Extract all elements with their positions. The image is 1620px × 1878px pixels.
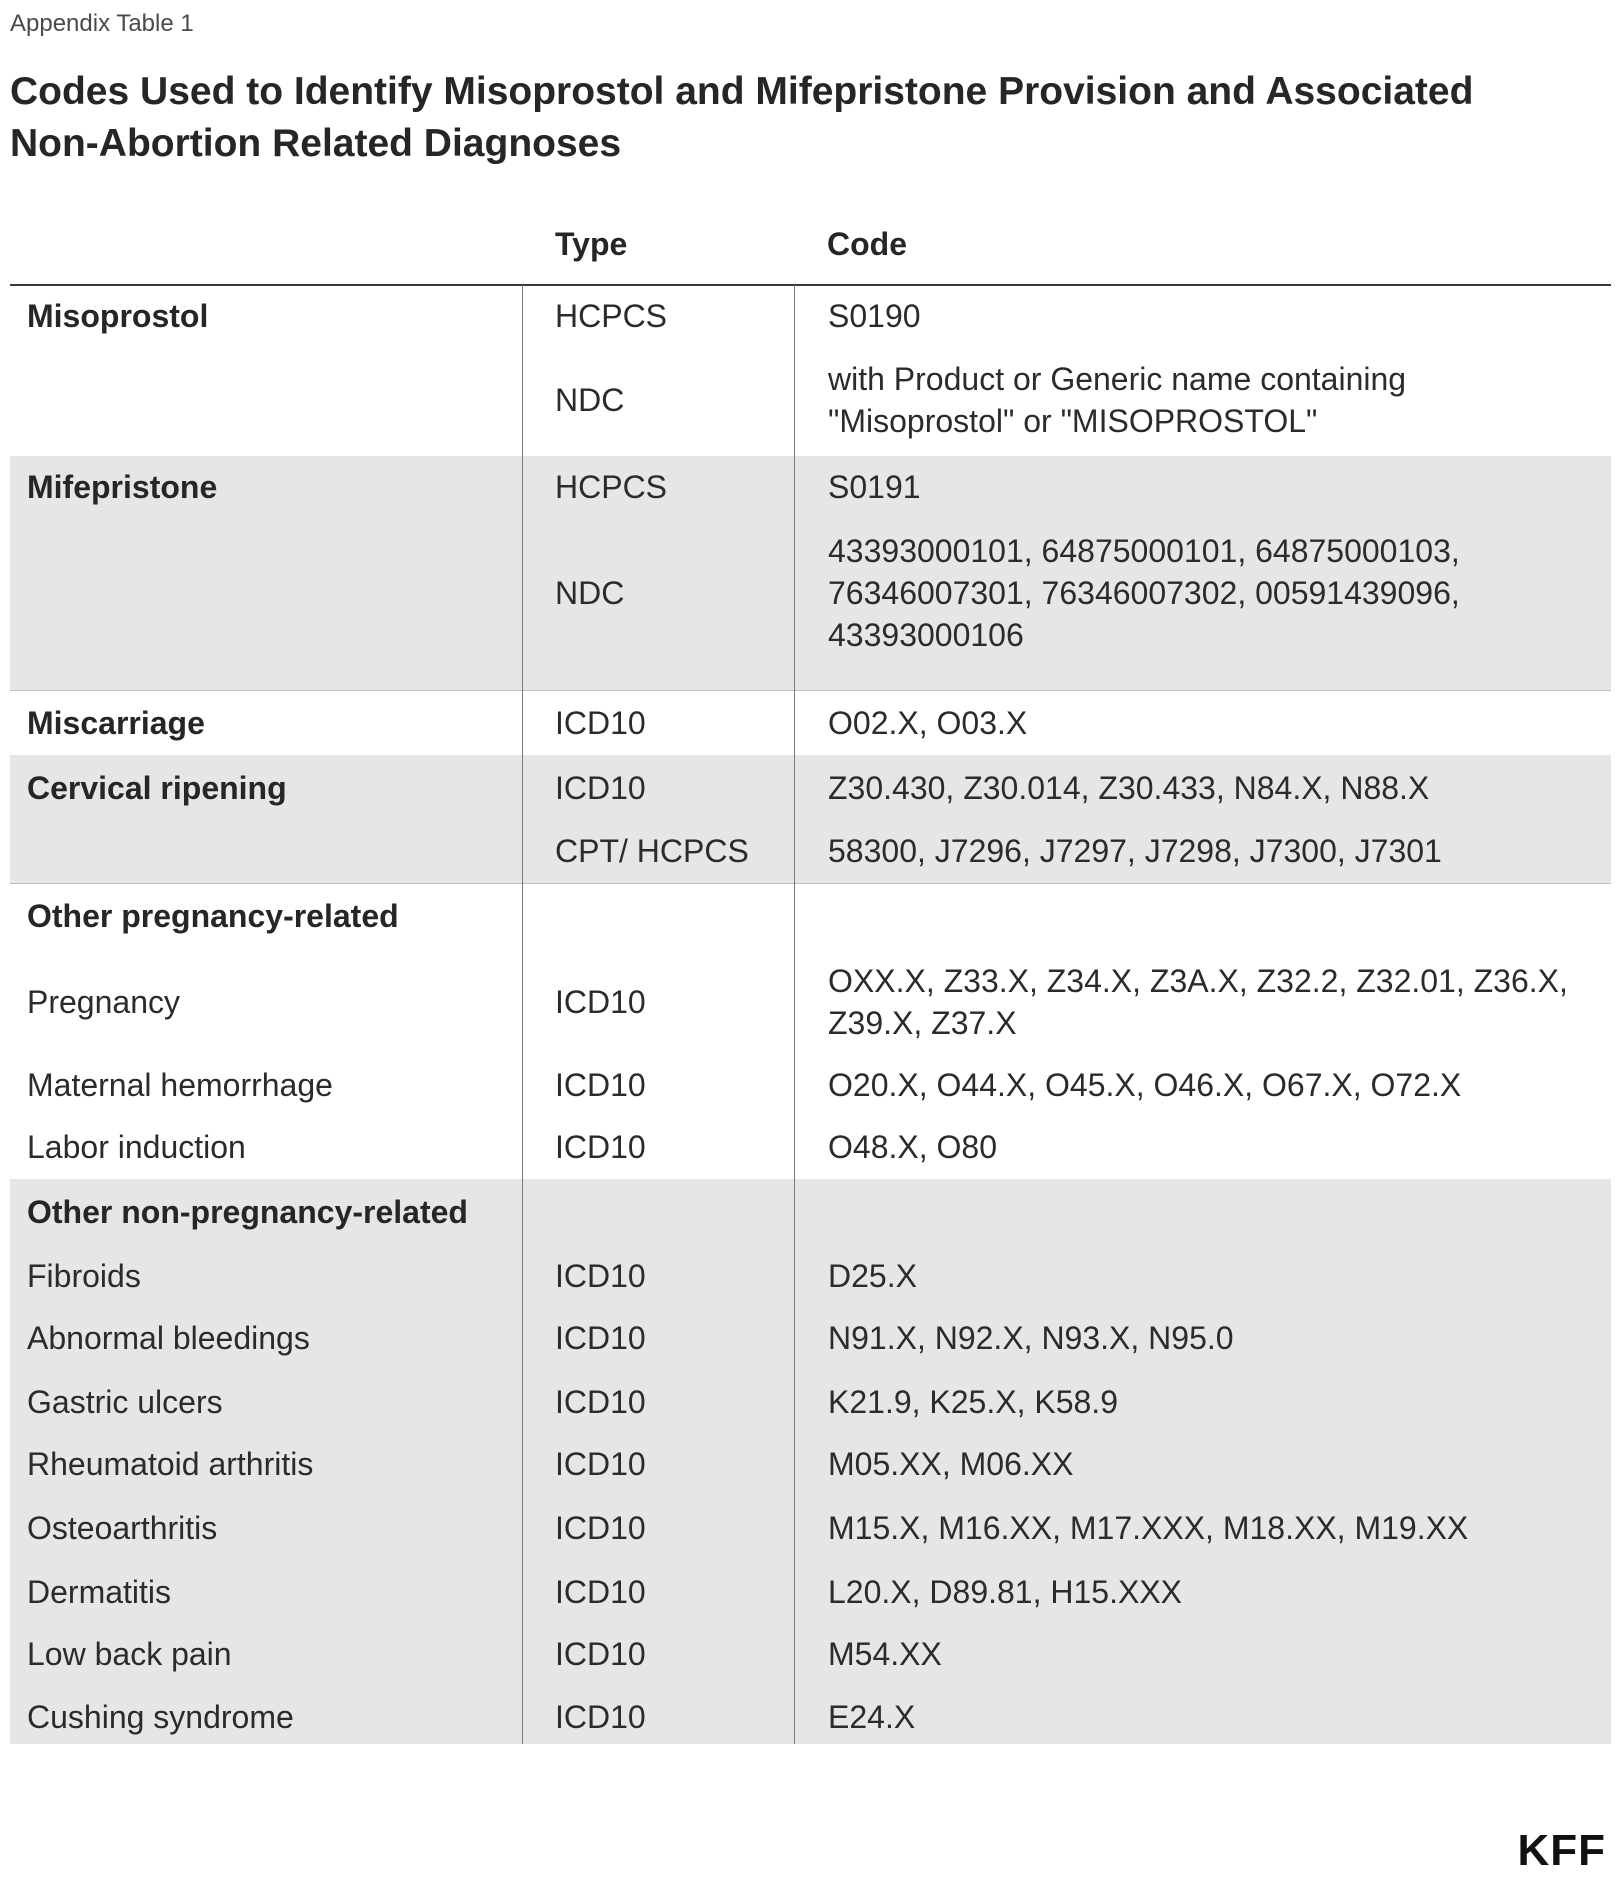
column-divider (794, 690, 795, 755)
table-header (10, 226, 1611, 286)
code-cell: D25.X (828, 1258, 917, 1294)
type-cell: ICD10 (555, 1510, 646, 1546)
type-cell: ICD10 (555, 705, 646, 741)
type-cell: ICD10 (555, 1129, 646, 1165)
row-label: Labor induction (27, 1129, 246, 1165)
row-label: Fibroids (27, 1258, 141, 1294)
column-divider (522, 285, 523, 456)
column-divider (794, 883, 795, 1179)
section-other-pregnancy-related (10, 883, 1611, 1180)
column-divider (794, 456, 795, 690)
code-cell: M54.XX (828, 1636, 942, 1672)
code-cell: with Product or Generic name containing "Misoprostol" or "MISOPROSTOL" (828, 361, 1407, 439)
row-label: Low back pain (27, 1636, 232, 1672)
row-label: Rheumatoid arthritis (27, 1446, 314, 1482)
column-divider (522, 1179, 523, 1744)
type-cell: ICD10 (555, 1699, 646, 1735)
section-label: Misoprostol (27, 298, 209, 334)
type-cell: CPT/ HCPCS (555, 833, 749, 869)
row-label: Gastric ulcers (27, 1384, 223, 1420)
column-header-type: Type (555, 226, 628, 262)
row-label: Osteoarthritis (27, 1510, 218, 1546)
code-cell: M15.X, M16.XX, M17.XXX, M18.XX, M19.XX (828, 1510, 1469, 1546)
column-divider (794, 755, 795, 883)
code-cell: 43393000101, 64875000101, 64875000103, 76346007301, 76346007302, 00591439096, 43393000106 (828, 533, 1460, 653)
appendix-kicker: Appendix Table 1 (10, 10, 194, 37)
code-cell: S0190 (828, 298, 921, 334)
column-divider (522, 755, 523, 883)
column-divider (522, 690, 523, 755)
section-label: Other pregnancy-related (27, 898, 399, 934)
code-cell: E24.X (828, 1699, 916, 1735)
type-cell: NDC (555, 575, 625, 611)
code-cell: M05.XX, M06.XX (828, 1446, 1074, 1482)
column-divider (794, 1179, 795, 1744)
column-divider (522, 456, 523, 690)
column-divider (522, 883, 523, 1179)
section-mifepristone (10, 456, 1611, 691)
row-label: Cushing syndrome (27, 1699, 294, 1735)
column-header-code: Code (827, 226, 907, 262)
type-cell: HCPCS (555, 469, 668, 505)
type-cell: NDC (555, 382, 625, 418)
code-cell: L20.X, D89.81, H15.XXX (828, 1574, 1182, 1610)
kff-logo: KFF (1517, 1826, 1606, 1875)
code-cell: K21.9, K25.X, K58.9 (828, 1384, 1118, 1420)
row-label: Pregnancy (27, 984, 180, 1020)
code-cell: O02.X, O03.X (828, 705, 1028, 741)
section-label: Other non-pregnancy-related (27, 1194, 468, 1230)
row-label: Dermatitis (27, 1574, 172, 1610)
type-cell: ICD10 (555, 1446, 646, 1482)
column-divider (794, 285, 795, 456)
section-label: Mifepristone (27, 469, 218, 505)
code-cell: OXX.X, Z33.X, Z34.X, Z3A.X, Z32.2, Z32.01, Z36.X, Z39.X, Z37.X (828, 963, 1568, 1041)
row-label: Maternal hemorrhage (27, 1067, 333, 1103)
section-label: Miscarriage (27, 705, 205, 741)
title-line-2: Non-Abortion Related Diagnoses (10, 122, 622, 165)
code-cell: O48.X, O80 (828, 1129, 997, 1165)
section-other-non-pregnancy-related (10, 1179, 1611, 1744)
code-cell: Z30.430, Z30.014, Z30.433, N84.X, N88.X (828, 770, 1430, 806)
section-misoprostol (10, 285, 1611, 457)
title-line-1: Codes Used to Identify Misoprostol and Mifepristone Provision and Associated (10, 70, 1474, 113)
code-cell: S0191 (828, 469, 921, 505)
type-cell: ICD10 (555, 1636, 646, 1672)
type-cell: HCPCS (555, 298, 668, 334)
type-cell: ICD10 (555, 1258, 646, 1294)
section-label: Cervical ripening (27, 770, 287, 806)
code-cell: O20.X, O44.X, O45.X, O46.X, O67.X, O72.X (828, 1067, 1462, 1103)
type-cell: ICD10 (555, 1320, 646, 1356)
type-cell: ICD10 (555, 1067, 646, 1103)
code-cell: 58300, J7296, J7297, J7298, J7300, J7301 (828, 833, 1442, 869)
code-cell: N91.X, N92.X, N93.X, N95.0 (828, 1320, 1234, 1356)
section-cervical-ripening (10, 755, 1611, 884)
type-cell: ICD10 (555, 770, 646, 806)
type-cell: ICD10 (555, 1574, 646, 1610)
type-cell: ICD10 (555, 1384, 646, 1420)
type-cell: ICD10 (555, 984, 646, 1020)
row-label: Abnormal bleedings (27, 1320, 310, 1356)
section-miscarriage (10, 690, 1611, 756)
table-title (10, 66, 1570, 170)
